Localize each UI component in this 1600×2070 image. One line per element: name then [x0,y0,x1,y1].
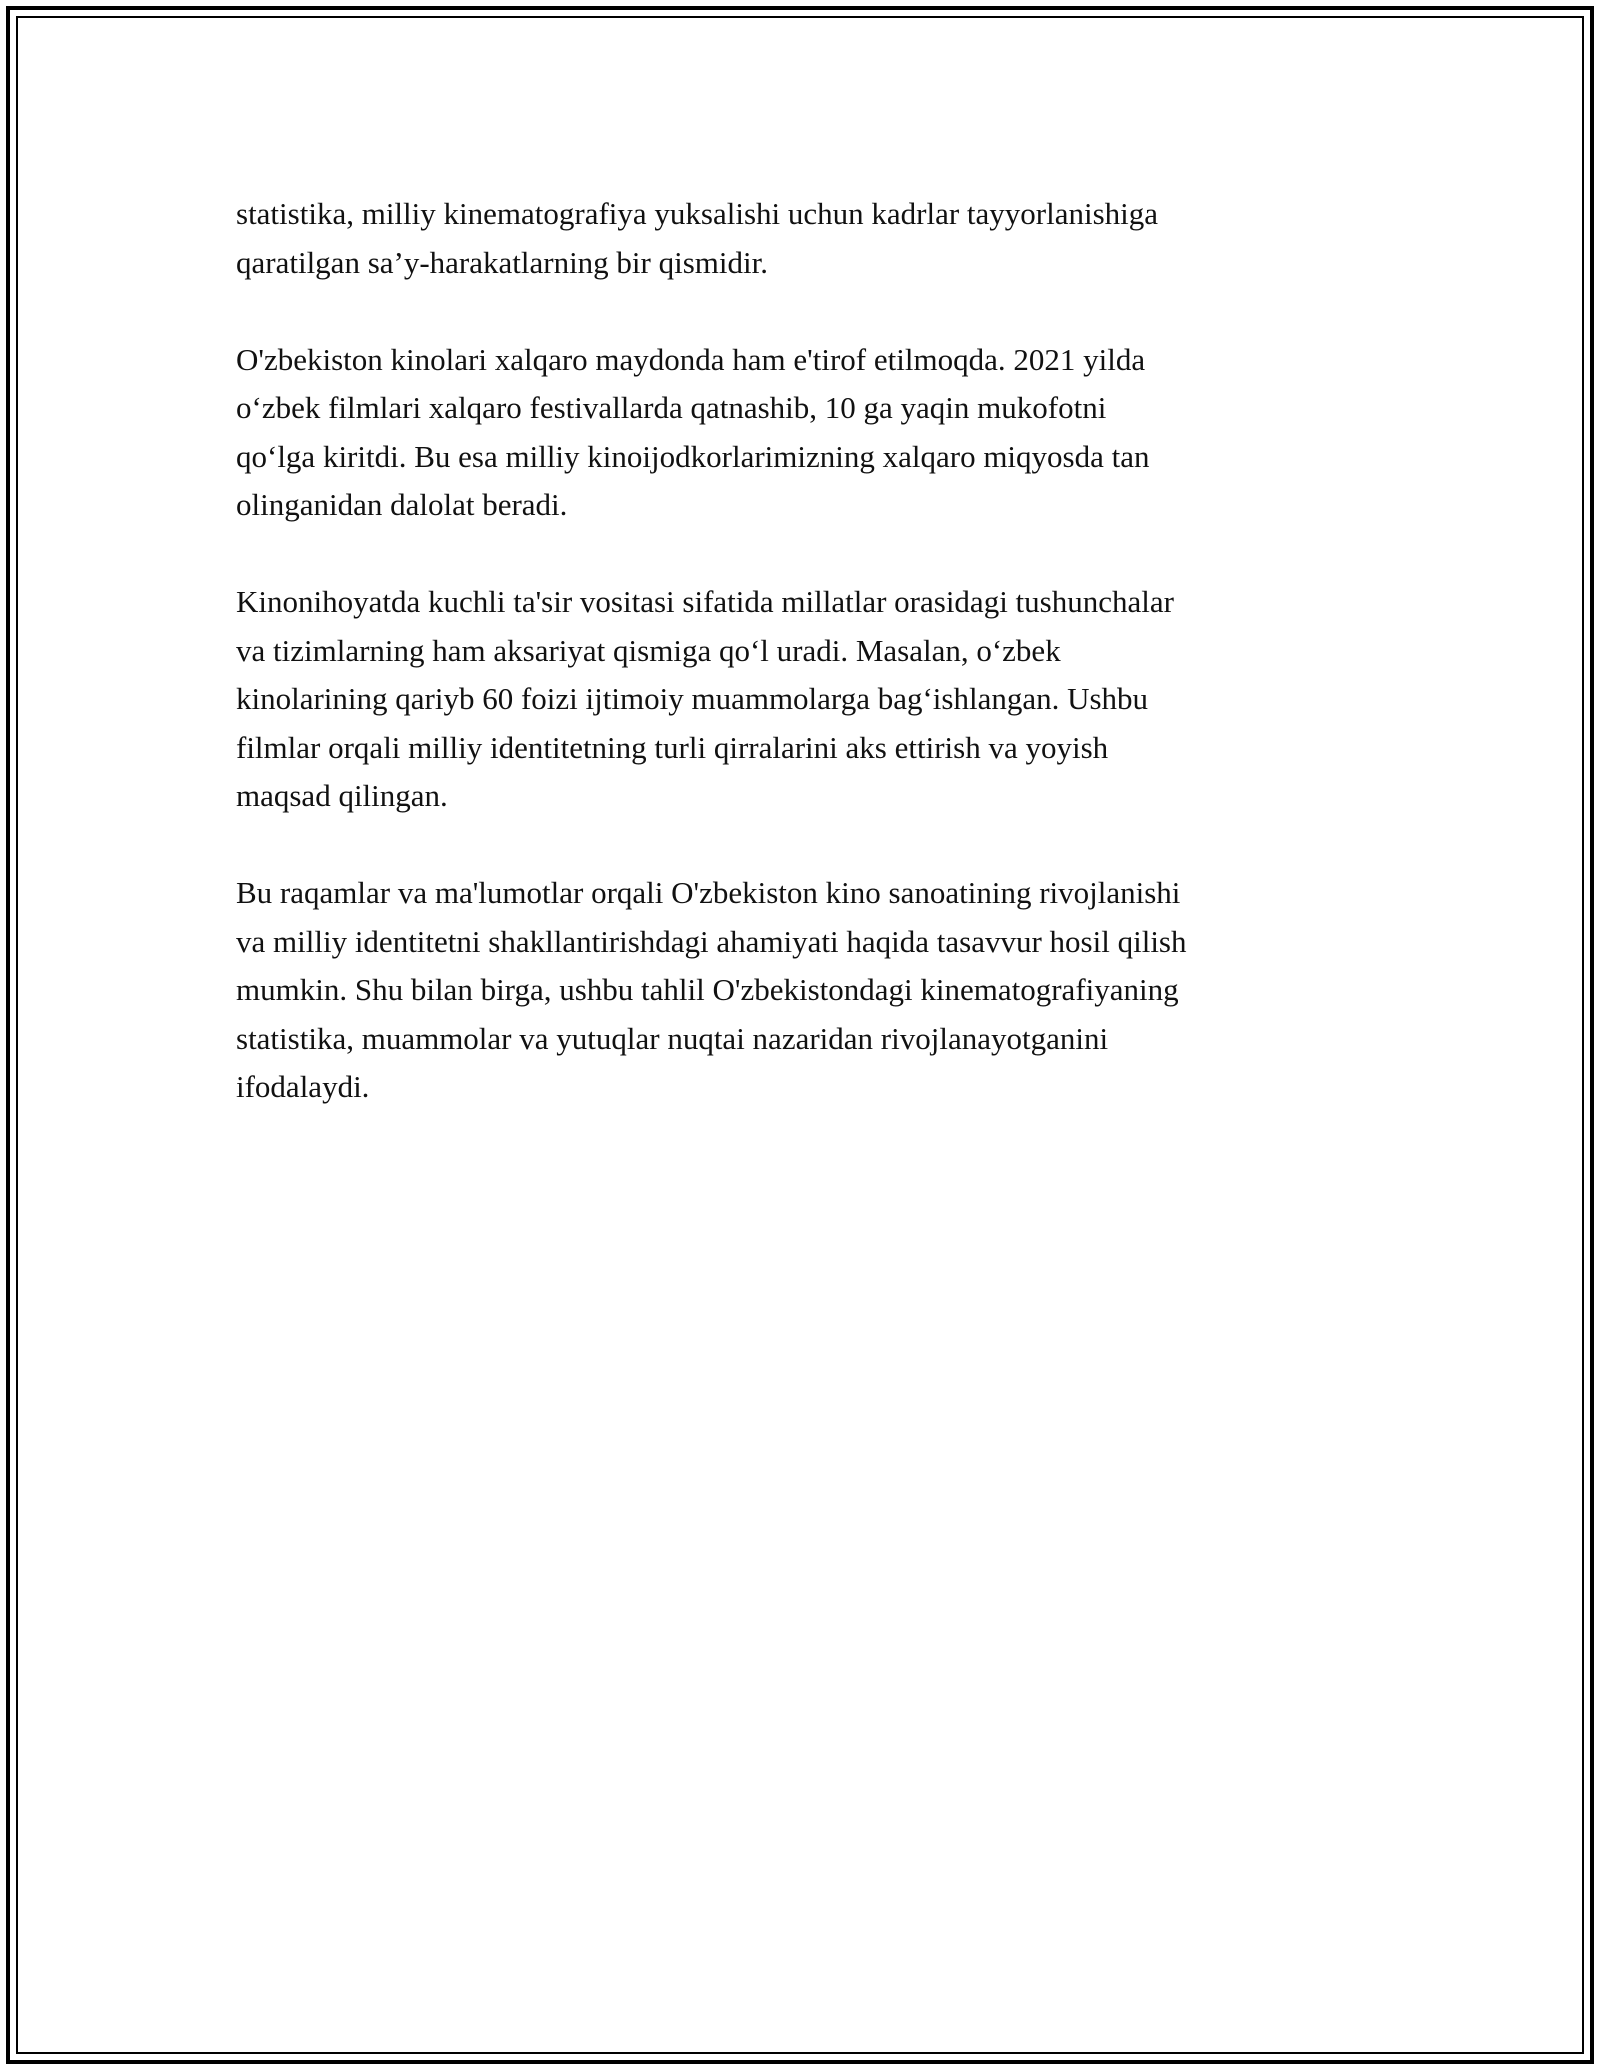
document-body [236,190,1376,1160]
paragraph-3: Kinonihoyatda kuchli ta'sir vositasi sifatida millatlar orasidagi tushunchalar va tizimlarning ham aksariyat qismiga qo‘l uradi. Masalan, o‘zbek kinolarining qariyb 60 foizi ijtimoiy muammolarga bag‘ishlangan. Ushbu filmlar orqali milliy identitetning turli qirralarini aks ettirish va yoyish maqsad qilingan. [236,584,1174,813]
paragraph-4: Bu raqamlar va ma'lumotlar orqali O'zbekiston kino sanoatining rivojlanishi va milliy identitetni shakllantirishdagi ahamiyati haqida tasavvur hosil qilish mumkin. Shu bilan birga, ushbu tahlil O'zbekistondagi kinematografiyaning statistika, muammolar va yutuqlar nuqtai nazaridan rivojlanayotganini ifodalaydi. [236,875,1187,1104]
paragraph-2: O'zbekiston kinolari xalqaro maydonda ham e'tirof etilmoqda. 2021 yilda o‘zbek filmlari xalqaro festivallarda qatnashib, 10 ga yaqin mukofotni qo‘lga kiritdi. Bu esa milliy kinoijodkorlarimizning xalqaro miqyosda tan olinganidan dalolat beradi. [236,341,1150,522]
paragraph-1: statistika, milliy kinematografiya yuksalishi uchun kadrlar tayyorlanishiga qaratilgan sa’y-harakatlarning bir qismidir. [236,196,1159,280]
